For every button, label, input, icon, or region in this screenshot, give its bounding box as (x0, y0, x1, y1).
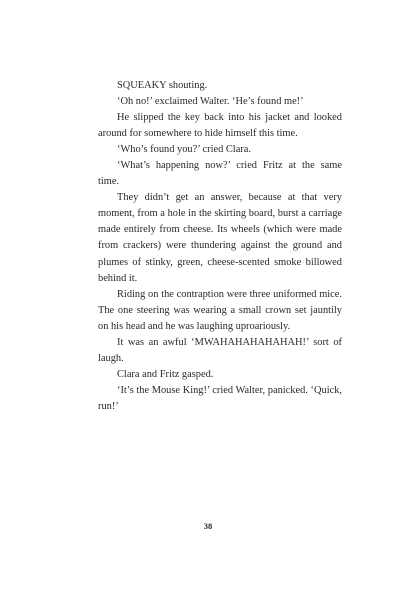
page-number: 38 (203, 521, 213, 531)
paragraph: They didn’t get an answer, because at that very moment, from a hole in the skirting board, burst a carriage made entirely from cheese. Its wheels (which were made from crackers) were thundering against the ground and plumes of stinky, green, cheese-scented smoke billowed behind it. (98, 192, 342, 284)
paragraph: SQUEAKY shouting. (117, 80, 208, 91)
paragraph: He slipped the key back into his jacket and looked around for somewhere to hide himself this time. (98, 112, 342, 140)
paragraph: It was an awful ‘MWAHAHAHAHAHAH!’ sort of laugh. (98, 336, 342, 364)
paragraph: ‘Oh no!’ exclaimed Walter. ‘He’s found me!’ (117, 96, 304, 108)
paragraph: ‘What’s happening now?’ cried Fritz at the same time. (98, 160, 342, 188)
paragraph: Riding on the contraption were three uniformed mice. The one steering was wearing a small crown set jauntily on his head and he was laughing uproariously. (98, 288, 342, 332)
paragraph: ‘It’s the Mouse King!’ cried Walter, panicked. ‘Quick, run!’ (98, 384, 342, 412)
body-text (98, 78, 342, 415)
paragraph: Clara and Fritz gasped. (117, 368, 214, 380)
paragraph: ‘Who’s found you?’ cried Clara. (117, 144, 251, 156)
